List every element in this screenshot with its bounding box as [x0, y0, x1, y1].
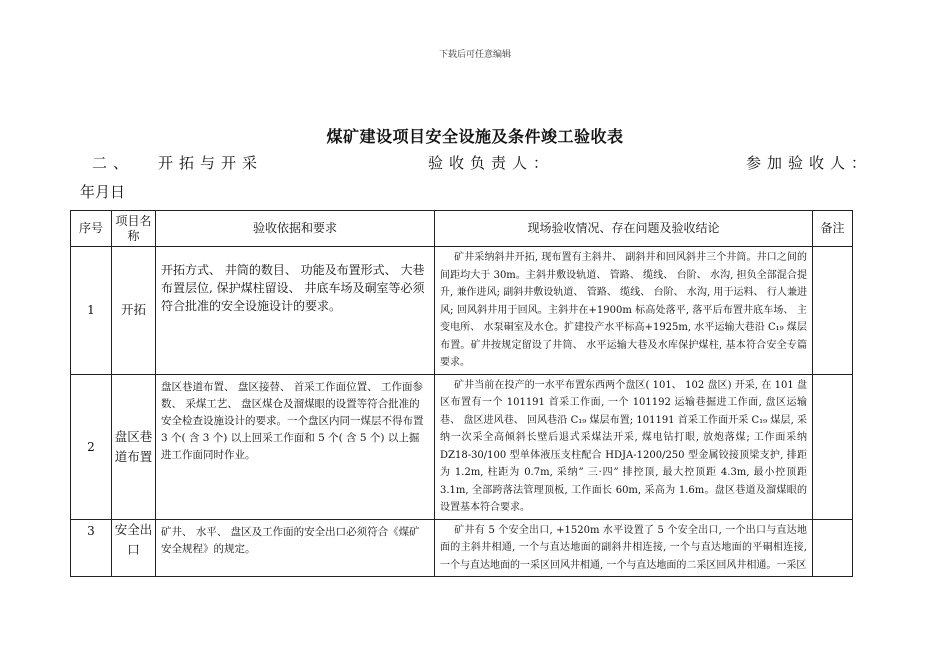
header-item-name: 项目名称 [112, 211, 156, 247]
acceptance-table [70, 210, 853, 577]
requirements-cell: 开拓方式、 井筒的数目、 功能及布置形式、 大巷布置层位, 保护煤柱留设、 井底车场及硐室等必须符合批准的安全设施设计的要求。 [156, 247, 435, 375]
header-requirements: 验收依据和要求 [156, 211, 435, 247]
results-cell [435, 374, 813, 519]
results-cell [435, 519, 813, 577]
requirements-cell: 矿井、 水平、 盘区及工作面的安全出口必须符合《煤矿安全规程》的规定。 [156, 519, 435, 577]
responsible-person-label: 验收负责人： [428, 154, 555, 172]
section-number: 二、 [92, 154, 135, 172]
document-title: 煤矿建设项目安全设施及条件竣工验收表 [326, 127, 624, 146]
row-number: 2 [71, 374, 112, 519]
row-number: 3 [71, 519, 112, 577]
date-label: 年月日 [80, 183, 126, 201]
remarks-cell [813, 374, 853, 519]
item-name: 盘区巷道布置 [112, 374, 156, 519]
requirements-cell: 盘区巷道布置、 盘区接替、 首采工作面位置、 工作面参数、 采煤工艺、 盘区煤仓及溜煤眼的设置等符合批准的安全检查设施设计的要求。一个盘区内同一煤层不得布置 3 个( 含 3 个) 以上回采工作面和 5 个( 含 5 个) 以上掘进工作面同时作业。 [156, 374, 435, 519]
results-text: 矿井当前在投产的一水平布置东西两个盘区( 101、 102 盘区) 开采, 在 101 盘区布置有一个 101191 首采工作面, 一个 101192 运输巷掘进工作面, 盘区运输巷、 盘区进风巷、 回风巷沿 C₁₉ 煤层布置; 101191 首采工作面开采 C₁₉ 煤层, 采纳一次采全高倾斜长壁后退式采煤法开采, 煤电钻打眼, 放炮落煤; 工作面采纳 DZ18-30/100 型单体液压支柱配合 HDJA-1200/250 型金属铰接顶梁支护, 排距为 1.2m, 柱距为 0.7m, 采纳” 三·四” 排控顶, 最大控顶距 4.3m, 最小控顶距 3.1m, 全部跨落法管理顶板, 工作面长 60m, 采高为 1.6m。盘区巷道及溜煤眼的设置基本符合要求。 [440, 379, 807, 513]
results-text: 矿井采纳斜井开拓, 现布置有主斜井、 副斜井和回风斜井三个井筒。井口之间的间距均大于 30m。主斜井敷设轨道、 管路、 缆线、 台阶、 水沟, 担负全部混合提升, 兼作进风; 副斜井敷设轨道、 管路、 缆线、 台阶、 水沟, 用于运料、 行人兼进风; 回风斜井用于回风。主斜井在+1900m 标高处落平, 落平后布置井底车场、 主变电所、 水泵硐室及水仓。扩建投产水平标高+1925m, 水平运输大巷沿 C₁₉ 煤层布置。矿井按规定留设了井筒、 水平运输大巷及水库保护煤柱, 基本符合安全专篇要求。 [440, 252, 807, 368]
row-number: 1 [71, 247, 112, 375]
page-header: 下载后可任意编辑 [438, 50, 511, 60]
table-header-row [71, 211, 853, 247]
header-results: 现场验收情况、存在问题及验收结论 [435, 211, 813, 247]
table-row [71, 247, 853, 375]
table-row [71, 374, 853, 519]
results-cell [435, 247, 813, 375]
results-text: 矿井有 5 个安全出口, +1520m 水平设置了 5 个安全出口, 一个出口与直达地面的主斜井相通, 一个与直达地面的副斜井相连接, 一个与直达地面的平硐相连接, 一个与直达地面的一采区回风井相通, 一个与直达地面的二采区回风井相通。一采区 [440, 524, 807, 571]
item-name: 安全出口 [112, 519, 156, 577]
item-name: 开拓 [112, 247, 156, 375]
remarks-cell [813, 247, 853, 375]
participants-label: 参加验收人： [746, 154, 873, 172]
remarks-cell [813, 519, 853, 577]
table-row [71, 519, 853, 577]
header-no: 序号 [71, 211, 112, 247]
section-name: 开拓与开采 [158, 154, 264, 172]
header-remarks: 备注 [813, 211, 853, 247]
